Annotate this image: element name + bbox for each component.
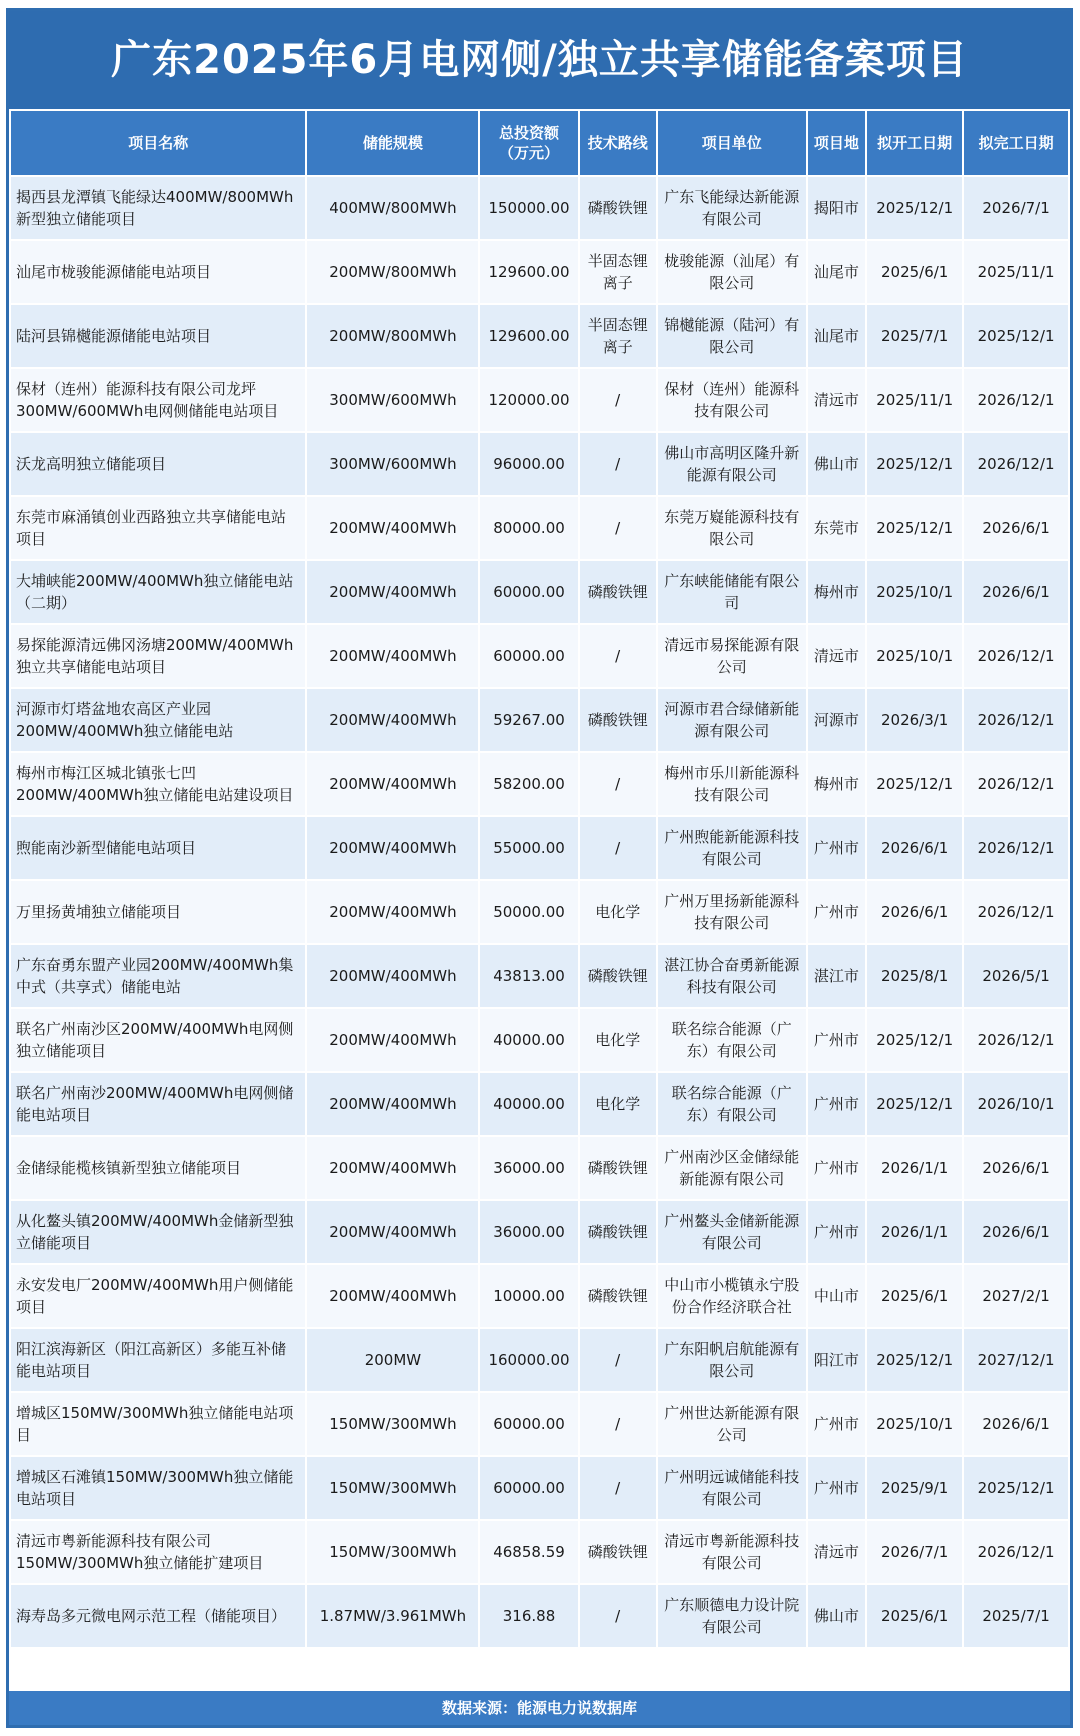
cell-investment: 40000.00 <box>479 1008 578 1072</box>
cell-tech: / <box>579 496 657 560</box>
cell-end-date: 2026/6/1 <box>963 1200 1069 1264</box>
table-row <box>10 1200 1069 1264</box>
cell-start-date: 2025/6/1 <box>866 1264 963 1328</box>
cell-location: 广州市 <box>807 1200 867 1264</box>
cell-tech: 磷酸铁锂 <box>579 1200 657 1264</box>
table-row <box>10 880 1069 944</box>
cell-company: 广州南沙区金储绿能新能源有限公司 <box>657 1136 807 1200</box>
cell-tech: / <box>579 432 657 496</box>
cell-investment: 60000.00 <box>479 1456 578 1520</box>
cell-start-date: 2025/8/1 <box>866 944 963 1008</box>
header-investment <box>479 110 578 176</box>
cell-investment: 36000.00 <box>479 1136 578 1200</box>
cell-investment: 58200.00 <box>479 752 578 816</box>
cell-project-name: 陆河县锦樾能源储能电站项目 <box>10 304 306 368</box>
cell-project-name: 煦能南沙新型储能电站项目 <box>10 816 306 880</box>
table-row <box>10 1456 1069 1520</box>
cell-tech: 半固态锂离子 <box>579 240 657 304</box>
cell-start-date: 2026/6/1 <box>866 880 963 944</box>
cell-investment: 36000.00 <box>479 1200 578 1264</box>
cell-end-date: 2026/6/1 <box>963 560 1069 624</box>
cell-company: 栊骏能源（汕尾）有限公司 <box>657 240 807 304</box>
cell-company: 广州万里扬新能源科技有限公司 <box>657 880 807 944</box>
table-row <box>10 1520 1069 1584</box>
cell-scale: 200MW/400MWh <box>306 880 479 944</box>
cell-start-date: 2025/12/1 <box>866 1328 963 1392</box>
cell-start-date: 2025/11/1 <box>866 368 963 432</box>
cell-scale: 200MW <box>306 1328 479 1392</box>
cell-project-name: 保材（连州）能源科技有限公司龙坪300MW/600MWh电网侧储能电站项目 <box>10 368 306 432</box>
cell-location: 广州市 <box>807 1136 867 1200</box>
cell-end-date: 2026/12/1 <box>963 880 1069 944</box>
cell-company: 湛江协合奋勇新能源科技有限公司 <box>657 944 807 1008</box>
cell-company: 广东顺德电力设计院有限公司 <box>657 1584 807 1648</box>
cell-scale: 200MW/400MWh <box>306 560 479 624</box>
cell-project-name: 广东奋勇东盟产业园200MW/400MWh集中式（共享式）储能电站 <box>10 944 306 1008</box>
data-source-footer: 数据来源：能源电力说数据库 <box>9 1691 1070 1725</box>
cell-project-name: 联名广州南沙区200MW/400MWh电网侧独立储能项目 <box>10 1008 306 1072</box>
table-row <box>10 816 1069 880</box>
cell-company: 锦樾能源（陆河）有限公司 <box>657 304 807 368</box>
header-location: 项目地 <box>807 110 867 176</box>
cell-company: 河源市君合绿储新能源有限公司 <box>657 688 807 752</box>
cell-tech: 磷酸铁锂 <box>579 1264 657 1328</box>
cell-company: 广州鳌头金储新能源有限公司 <box>657 1200 807 1264</box>
cell-tech: / <box>579 1392 657 1456</box>
cell-start-date: 2026/1/1 <box>866 1200 963 1264</box>
cell-scale: 150MW/300MWh <box>306 1520 479 1584</box>
table-row <box>10 944 1069 1008</box>
cell-investment: 60000.00 <box>479 624 578 688</box>
table-row <box>10 1328 1069 1392</box>
cell-investment: 129600.00 <box>479 240 578 304</box>
table-row <box>10 176 1069 240</box>
table-row <box>10 624 1069 688</box>
cell-project-name: 金储绿能榄核镇新型独立储能项目 <box>10 1136 306 1200</box>
cell-scale: 200MW/400MWh <box>306 688 479 752</box>
cell-start-date: 2025/6/1 <box>866 1584 963 1648</box>
table-row <box>10 432 1069 496</box>
cell-end-date: 2026/12/1 <box>963 432 1069 496</box>
cell-tech: 磷酸铁锂 <box>579 944 657 1008</box>
cell-tech: 电化学 <box>579 1008 657 1072</box>
cell-project-name: 易探能源清远佛冈汤塘200MW/400MWh独立共享储能电站项目 <box>10 624 306 688</box>
cell-project-name: 阳江滨海新区（阳江高新区）多能互补储能电站项目 <box>10 1328 306 1392</box>
cell-location: 清远市 <box>807 624 867 688</box>
cell-project-name: 清远市粤新能源科技有限公司150MW/300MWh独立储能扩建项目 <box>10 1520 306 1584</box>
table-row <box>10 560 1069 624</box>
cell-scale: 200MW/400MWh <box>306 816 479 880</box>
cell-tech: / <box>579 624 657 688</box>
cell-location: 东莞市 <box>807 496 867 560</box>
cell-tech: / <box>579 1456 657 1520</box>
table-row <box>10 496 1069 560</box>
cell-scale: 200MW/400MWh <box>306 1200 479 1264</box>
cell-scale: 200MW/800MWh <box>306 304 479 368</box>
cell-start-date: 2025/7/1 <box>866 304 963 368</box>
cell-location: 广州市 <box>807 1456 867 1520</box>
cell-scale: 200MW/400MWh <box>306 624 479 688</box>
cell-tech: 磷酸铁锂 <box>579 560 657 624</box>
cell-tech: / <box>579 1584 657 1648</box>
cell-end-date: 2026/12/1 <box>963 368 1069 432</box>
cell-investment: 80000.00 <box>479 496 578 560</box>
cell-project-name: 永安发电厂200MW/400MWh用户侧储能项目 <box>10 1264 306 1328</box>
table-row <box>10 1264 1069 1328</box>
cell-investment: 160000.00 <box>479 1328 578 1392</box>
cell-location: 汕尾市 <box>807 240 867 304</box>
cell-investment: 43813.00 <box>479 944 578 1008</box>
cell-end-date: 2027/2/1 <box>963 1264 1069 1328</box>
projects-table <box>9 109 1070 1649</box>
header-end: 拟完工日期 <box>963 110 1069 176</box>
cell-company: 广州明远诚储能科技有限公司 <box>657 1456 807 1520</box>
cell-project-name: 汕尾市栊骏能源储能电站项目 <box>10 240 306 304</box>
header-investment-unit: （万元） <box>499 144 560 162</box>
cell-scale: 200MW/400MWh <box>306 496 479 560</box>
cell-start-date: 2026/7/1 <box>866 1520 963 1584</box>
cell-project-name: 沃龙高明独立储能项目 <box>10 432 306 496</box>
cell-location: 中山市 <box>807 1264 867 1328</box>
cell-scale: 300MW/600MWh <box>306 432 479 496</box>
cell-investment: 60000.00 <box>479 1392 578 1456</box>
cell-tech: 磷酸铁锂 <box>579 1136 657 1200</box>
cell-start-date: 2025/10/1 <box>866 624 963 688</box>
cell-project-name: 增城区石滩镇150MW/300MWh独立储能电站项目 <box>10 1456 306 1520</box>
cell-start-date: 2025/9/1 <box>866 1456 963 1520</box>
cell-company: 广州煦能新能源科技有限公司 <box>657 816 807 880</box>
cell-location: 广州市 <box>807 880 867 944</box>
cell-scale: 400MW/800MWh <box>306 176 479 240</box>
cell-project-name: 增城区150MW/300MWh独立储能电站项目 <box>10 1392 306 1456</box>
cell-tech: 磷酸铁锂 <box>579 688 657 752</box>
cell-end-date: 2026/6/1 <box>963 1136 1069 1200</box>
cell-company: 东莞万嶷能源科技有限公司 <box>657 496 807 560</box>
cell-project-name: 梅州市梅江区城北镇张七凹200MW/400MWh独立储能电站建设项目 <box>10 752 306 816</box>
cell-investment: 96000.00 <box>479 432 578 496</box>
cell-company: 广东阳帆启航能源有限公司 <box>657 1328 807 1392</box>
cell-project-name: 河源市灯塔盆地农高区产业园200MW/400MWh独立储能电站 <box>10 688 306 752</box>
cell-tech: 磷酸铁锂 <box>579 1520 657 1584</box>
cell-location: 湛江市 <box>807 944 867 1008</box>
cell-company: 联名综合能源（广东）有限公司 <box>657 1072 807 1136</box>
cell-company: 广东峡能储能有限公司 <box>657 560 807 624</box>
cell-investment: 120000.00 <box>479 368 578 432</box>
cell-scale: 200MW/400MWh <box>306 944 479 1008</box>
cell-end-date: 2026/12/1 <box>963 1008 1069 1072</box>
cell-scale: 200MW/400MWh <box>306 1136 479 1200</box>
cell-scale: 1.87MW/3.961MWh <box>306 1584 479 1648</box>
header-tech: 技术路线 <box>579 110 657 176</box>
cell-start-date: 2026/3/1 <box>866 688 963 752</box>
cell-start-date: 2025/12/1 <box>866 496 963 560</box>
cell-end-date: 2026/7/1 <box>963 176 1069 240</box>
table-body <box>10 176 1069 1648</box>
cell-company: 保材（连州）能源科技有限公司 <box>657 368 807 432</box>
table-row <box>10 752 1069 816</box>
cell-start-date: 2026/1/1 <box>866 1136 963 1200</box>
table-row <box>10 1136 1069 1200</box>
cell-company: 广东飞能绿达新能源有限公司 <box>657 176 807 240</box>
cell-location: 梅州市 <box>807 560 867 624</box>
cell-start-date: 2025/6/1 <box>866 240 963 304</box>
table-row <box>10 1392 1069 1456</box>
cell-scale: 200MW/400MWh <box>306 752 479 816</box>
page-title: 广东2025年6月电网侧/独立共享储能备案项目 <box>9 11 1070 109</box>
cell-location: 佛山市 <box>807 432 867 496</box>
cell-location: 清远市 <box>807 368 867 432</box>
cell-investment: 40000.00 <box>479 1072 578 1136</box>
cell-scale: 150MW/300MWh <box>306 1456 479 1520</box>
cell-project-name: 万里扬黄埔独立储能项目 <box>10 880 306 944</box>
cell-investment: 129600.00 <box>479 304 578 368</box>
cell-scale: 200MW/400MWh <box>306 1072 479 1136</box>
cell-tech: 电化学 <box>579 880 657 944</box>
cell-end-date: 2027/12/1 <box>963 1328 1069 1392</box>
cell-company: 中山市小榄镇永宁股份合作经济联合社 <box>657 1264 807 1328</box>
cell-investment: 10000.00 <box>479 1264 578 1328</box>
cell-investment: 150000.00 <box>479 176 578 240</box>
cell-location: 揭阳市 <box>807 176 867 240</box>
cell-start-date: 2025/12/1 <box>866 752 963 816</box>
cell-scale: 200MW/400MWh <box>306 1264 479 1328</box>
cell-scale: 200MW/400MWh <box>306 1008 479 1072</box>
header-company: 项目单位 <box>657 110 807 176</box>
cell-location: 河源市 <box>807 688 867 752</box>
cell-end-date: 2026/12/1 <box>963 816 1069 880</box>
cell-location: 广州市 <box>807 1008 867 1072</box>
header-investment-label: 总投资额 <box>499 124 560 142</box>
cell-end-date: 2026/6/1 <box>963 496 1069 560</box>
document-frame <box>6 8 1073 1728</box>
cell-investment: 46858.59 <box>479 1520 578 1584</box>
cell-location: 广州市 <box>807 816 867 880</box>
cell-end-date: 2026/6/1 <box>963 1392 1069 1456</box>
cell-location: 佛山市 <box>807 1584 867 1648</box>
cell-start-date: 2026/6/1 <box>866 816 963 880</box>
cell-investment: 59267.00 <box>479 688 578 752</box>
cell-company: 梅州市乐川新能源科技有限公司 <box>657 752 807 816</box>
table-row <box>10 688 1069 752</box>
cell-project-name: 揭西县龙潭镇飞能绿达400MW/800MWh新型独立储能项目 <box>10 176 306 240</box>
cell-location: 广州市 <box>807 1392 867 1456</box>
cell-company: 清远市易探能源有限公司 <box>657 624 807 688</box>
cell-start-date: 2025/12/1 <box>866 1072 963 1136</box>
table-row <box>10 1072 1069 1136</box>
table-row <box>10 1008 1069 1072</box>
cell-start-date: 2025/12/1 <box>866 1008 963 1072</box>
cell-company: 清远市粤新能源科技有限公司 <box>657 1520 807 1584</box>
cell-end-date: 2026/12/1 <box>963 688 1069 752</box>
cell-location: 广州市 <box>807 1072 867 1136</box>
cell-project-name: 大埔峡能200MW/400MWh独立储能电站（二期） <box>10 560 306 624</box>
cell-tech: 磷酸铁锂 <box>579 176 657 240</box>
cell-location: 阳江市 <box>807 1328 867 1392</box>
cell-project-name: 东莞市麻涌镇创业西路独立共享储能电站项目 <box>10 496 306 560</box>
cell-end-date: 2026/12/1 <box>963 624 1069 688</box>
table-row <box>10 240 1069 304</box>
cell-end-date: 2026/12/1 <box>963 752 1069 816</box>
cell-scale: 300MW/600MWh <box>306 368 479 432</box>
cell-end-date: 2026/10/1 <box>963 1072 1069 1136</box>
cell-end-date: 2025/11/1 <box>963 240 1069 304</box>
cell-end-date: 2025/12/1 <box>963 304 1069 368</box>
cell-tech: 半固态锂离子 <box>579 304 657 368</box>
cell-company: 佛山市高明区隆升新能源有限公司 <box>657 432 807 496</box>
cell-company: 联名综合能源（广东）有限公司 <box>657 1008 807 1072</box>
cell-company: 广州世达新能源有限公司 <box>657 1392 807 1456</box>
cell-start-date: 2025/12/1 <box>866 432 963 496</box>
cell-end-date: 2025/12/1 <box>963 1456 1069 1520</box>
cell-end-date: 2026/5/1 <box>963 944 1069 1008</box>
cell-end-date: 2025/7/1 <box>963 1584 1069 1648</box>
cell-location: 汕尾市 <box>807 304 867 368</box>
cell-tech: 电化学 <box>579 1072 657 1136</box>
cell-end-date: 2026/12/1 <box>963 1520 1069 1584</box>
cell-location: 梅州市 <box>807 752 867 816</box>
cell-tech: / <box>579 1328 657 1392</box>
cell-tech: / <box>579 816 657 880</box>
cell-scale: 150MW/300MWh <box>306 1392 479 1456</box>
cell-tech: / <box>579 368 657 432</box>
table-row <box>10 1584 1069 1648</box>
header-name: 项目名称 <box>10 110 306 176</box>
cell-start-date: 2025/10/1 <box>866 1392 963 1456</box>
cell-project-name: 从化鳌头镇200MW/400MWh金储新型独立储能项目 <box>10 1200 306 1264</box>
table-header-row <box>10 110 1069 176</box>
table-row <box>10 304 1069 368</box>
cell-project-name: 联名广州南沙200MW/400MWh电网侧储能电站项目 <box>10 1072 306 1136</box>
cell-project-name: 海寿岛多元微电网示范工程（储能项目） <box>10 1584 306 1648</box>
cell-investment: 55000.00 <box>479 816 578 880</box>
cell-tech: / <box>579 752 657 816</box>
cell-investment: 316.88 <box>479 1584 578 1648</box>
cell-start-date: 2025/10/1 <box>866 560 963 624</box>
table-row <box>10 368 1069 432</box>
cell-start-date: 2025/12/1 <box>866 176 963 240</box>
cell-investment: 60000.00 <box>479 560 578 624</box>
cell-scale: 200MW/800MWh <box>306 240 479 304</box>
header-start: 拟开工日期 <box>866 110 963 176</box>
cell-location: 清远市 <box>807 1520 867 1584</box>
cell-investment: 50000.00 <box>479 880 578 944</box>
header-scale: 储能规模 <box>306 110 479 176</box>
